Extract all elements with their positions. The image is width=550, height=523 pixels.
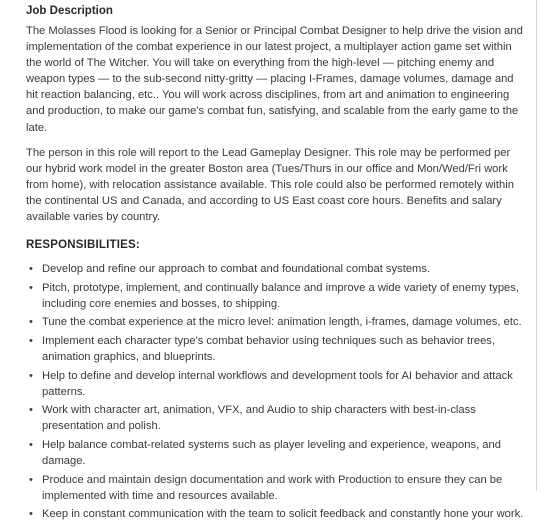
responsibilities-list bbox=[26, 261, 537, 522]
list-item bbox=[29, 333, 537, 365]
list-item-text: Implement each character type's combat behavior using techniques such as behavior trees, animation graphics, and blueprints. bbox=[42, 335, 495, 364]
responsibilities-heading: RESPONSIBILITIES: bbox=[26, 239, 140, 252]
list-item bbox=[29, 368, 537, 400]
list-item bbox=[29, 261, 537, 277]
list-item-text: Help balance combat-related systems such as player leveling and experience, weapons, and damage. bbox=[42, 439, 501, 468]
list-item-text: Develop and refine our approach to combat and foundational combat systems. bbox=[42, 263, 431, 276]
list-item bbox=[29, 437, 537, 469]
list-item-text: Help to define and develop internal workflows and development tools for AI behavior and attack patterns. bbox=[42, 369, 513, 398]
bullet-icon: • bbox=[29, 281, 33, 294]
list-item-text: Keep in constant communication with the team to solicit feedback and constantly hone your work. bbox=[42, 508, 524, 521]
panel-right-border bbox=[536, 0, 537, 491]
list-item bbox=[29, 280, 537, 312]
bullet-icon: • bbox=[29, 369, 33, 382]
intro-paragraph: The Molasses Flood is looking for a Senior or Principal Combat Designer to help drive the vision and implementation of the combat experience in our latest project, a multiplayer action game set within the world of The Witcher. You will take on everything from the high-level — pitching enemy and weapon types — to the sub-second nitty-gritty — placing I-Frames, damage volumes, damage and hit reaction balancing, etc.. You will work across disciplines, from art and animation to engineering and production, to make our game's combat fun, satisfying, and scalable from the early game to the late. bbox=[26, 25, 523, 134]
list-item bbox=[29, 402, 537, 434]
bullet-icon: • bbox=[29, 508, 33, 521]
bullet-icon: • bbox=[29, 316, 33, 329]
list-item bbox=[29, 472, 537, 504]
list-item-text: Tune the combat experience at the micro level: animation length, i-frames, damage volumes, etc. bbox=[42, 316, 522, 329]
bullet-icon: • bbox=[29, 335, 33, 347]
bullet-icon: • bbox=[29, 473, 33, 486]
list-item-text: Work with character art, animation, VFX, and Audio to ship characters with best-in-class presentation and polish. bbox=[42, 404, 476, 433]
list-item bbox=[29, 506, 537, 522]
job-description-heading: Job Description bbox=[26, 5, 113, 17]
list-item bbox=[29, 314, 537, 330]
list-item-text: Produce and maintain design documentation and work with Production to ensure they can be implemented with time and resources available. bbox=[42, 473, 503, 502]
reporting-paragraph: The person in this role will report to the Lead Gameplay Designer. This role may be performed per our hybrid work model in the greater Boston area (Tues/Thurs in our office and Mon/Wed/Fri work from home), with relocation assistance available. This role could also be performed remotely within the continental US and Canada, and according to US East coast core hours. Benefits and salary available varies by country. bbox=[26, 146, 514, 224]
bullet-icon: • bbox=[29, 263, 33, 276]
bullet-icon: • bbox=[29, 404, 33, 417]
bullet-icon: • bbox=[29, 439, 33, 452]
list-item-text: Pitch, prototype, implement, and continually balance and improve a wide variety of enemy types, including core enemies and bosses, to shipping. bbox=[42, 281, 519, 310]
